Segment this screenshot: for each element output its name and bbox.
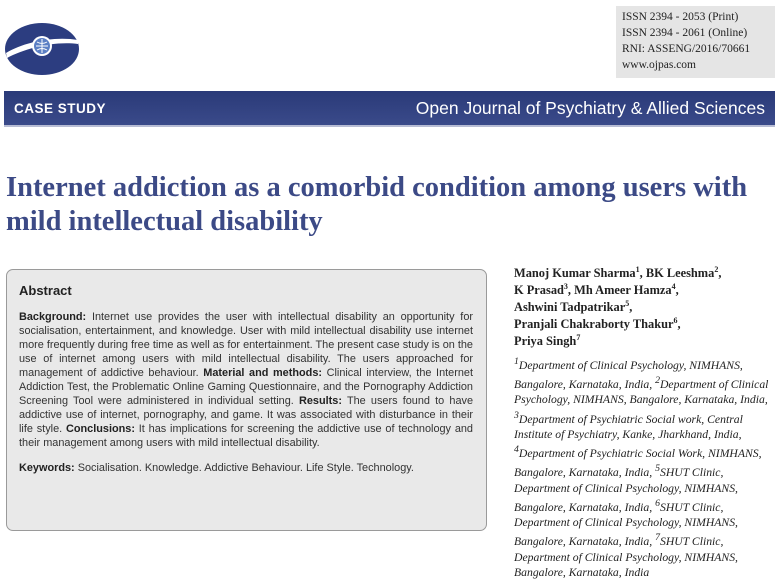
methods-label: Material and methods: <box>203 367 323 379</box>
methods-text: Clinical interview, the Internet Addiction Test, the Problematic Online Gaming Questionnaire, and the Pornography Addiction Screening Tool were administered in individual setting. <box>19 367 473 407</box>
brain-globe-logo-icon <box>4 22 80 76</box>
results-text: The users found to have addictive use of internet, pornography, and game. It was associated with disturbance in their life style. <box>19 395 474 435</box>
affiliation: SHUT Clinic, Department of Clinical Psychology, NIMHANS, Bangalore, Karnataka, India <box>514 535 738 579</box>
abstract-heading: Abstract <box>19 283 72 298</box>
keywords-label: Keywords: <box>19 462 75 474</box>
affiliation: Department of Psychiatric Social work, Central Institute of Psychiatry, Kanke, Jharkhand, India, <box>514 412 743 441</box>
affiliation: SHUT Clinic, Department of Clinical Psychology, NIMHANS, Bangalore, Karnataka, India, <box>514 500 738 549</box>
author: Pranjali Chakraborty Thakur$^6$, <box>514 315 681 331</box>
issn-online: ISSN 2394 - 2061 (Online) <box>622 27 748 39</box>
journal-info-box <box>616 6 775 78</box>
conclusions-text: It has implications for screening the addictive use of technology and their management among users with mild intellectual disability. <box>19 423 473 449</box>
rni-number: RNI: ASSENG/2016/70661 <box>622 43 751 55</box>
abstract-box <box>6 269 487 531</box>
author-list <box>514 265 776 350</box>
author: BK Leeshma$^2$, <box>645 264 722 280</box>
abstract-body <box>19 310 473 450</box>
author: Priya Singh$^7$ <box>514 332 581 348</box>
background-text: Internet use provides the user with intellectual disability an opportunity for socialisation, entertainment, and knowledge. User with mild intellectual disability use internet more frequently during free time as well as for entertainment. The present case study is on the use of internet among users with mild intellectual disability. The users approached for management of addictive behaviour. <box>19 311 473 379</box>
issn-print: ISSN 2394 - 2053 (Print) <box>622 11 739 23</box>
keywords <box>19 461 473 475</box>
header-banner <box>4 91 775 127</box>
background-label: Background: <box>19 311 87 323</box>
author: Manoj Kumar Sharma$^1$, <box>514 264 646 280</box>
affiliation: Department of Psychiatric Social Work, NIMHANS, Bangalore, Karnataka, India, <box>514 447 762 480</box>
affiliation: Department of Clinical Psychology, NIMHANS, Bangalore, Karnataka, India, <box>514 378 769 407</box>
keywords-text: Socialisation. Knowledge. Addictive Behaviour. Life Style. Technology. <box>74 462 414 474</box>
article-title: Internet addiction as a comorbid condition among users with mild intellectual disability <box>6 172 748 237</box>
journal-logo <box>4 22 80 76</box>
author: K Prasad$^3$, <box>514 281 575 297</box>
section-label: CASE STUDY <box>14 101 107 116</box>
affiliation: SHUT Clinic, Department of Clinical Psychology, NIMHANS, Bangalore, Karnataka, India, <box>514 466 738 514</box>
affiliation: Department of Clinical Psychology, NIMHANS, Bangalore, Karnataka, India, <box>514 358 743 392</box>
author: Mh Ameer Hamza$^4$, <box>574 281 679 297</box>
results-label: Results: <box>299 395 342 407</box>
affiliations: $^1$Department of Clinical Psychology, NIMHANS, Bangalore, Karnataka, India, $^2$Department of Clinical Psychology, NIMHANS, Bangalore, Karnataka, India, $^3$Department of Psychiatric Social work, Central Institute of Psychiatry, Kanke, Jharkhand, India, $^4$Department of Psychiatric Social Work, NIMHANS, Bangalore, Karnataka, India, $^5$SHUT Clinic, Department of Clinical Psychology, NIMHANS, Bangalore, Karnataka, India, $^6$SHUT Clinic, Department of Clinical Psychology, NIMHANS, Bangalore, Karnataka, India, $^7$SHUT Clinic, Department of Clinical Psychology, NIMHANS, Bangalore, Karnataka, India <box>514 356 769 579</box>
journal-website: www.ojpas.com <box>622 59 696 71</box>
journal-name: Open Journal of Psychiatry & Allied Sciences <box>415 98 765 118</box>
conclusions-label: Conclusions: <box>65 423 135 435</box>
author: Ashwini Tadpatrikar$^5$, <box>514 298 633 314</box>
